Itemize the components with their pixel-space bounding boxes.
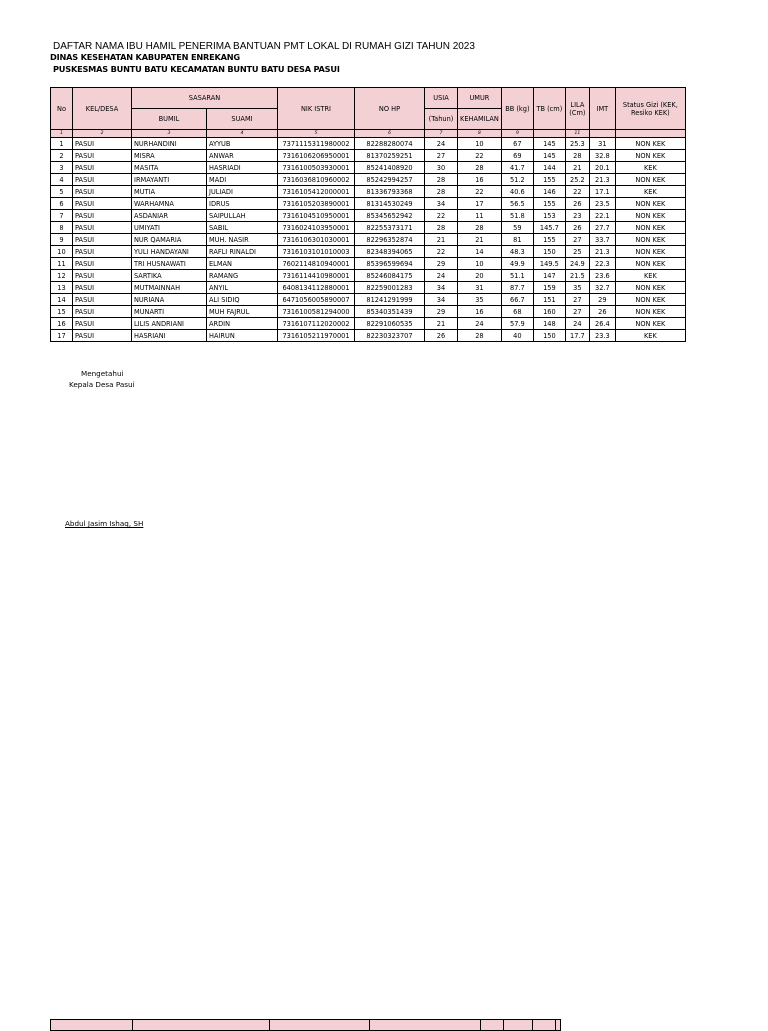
cell-status: KEK bbox=[615, 270, 685, 282]
cell-suami: ANWAR bbox=[207, 150, 278, 162]
cell-tb: 148 bbox=[533, 318, 565, 330]
column-index-cell: 5 bbox=[278, 130, 355, 138]
cell-no: 8 bbox=[51, 222, 73, 234]
signature-role: Kepala Desa Pasui bbox=[69, 380, 135, 389]
col-umur: UMUR bbox=[458, 88, 502, 109]
table-row bbox=[51, 162, 686, 174]
cell-no: 10 bbox=[51, 246, 73, 258]
cell-bb: 68 bbox=[501, 306, 533, 318]
cell-umur: 10 bbox=[458, 258, 502, 270]
cell-usia: 28 bbox=[425, 174, 458, 186]
cell-nik: 7371115311980002 bbox=[278, 138, 355, 150]
cell-no: 11 bbox=[51, 258, 73, 270]
cell-no: 2 bbox=[51, 150, 73, 162]
column-index-cell: 7 bbox=[425, 130, 458, 138]
column-index-cell: 1 bbox=[51, 130, 73, 138]
cell-status: NON KEK bbox=[615, 306, 685, 318]
cell-bumil: IRMAYANTI bbox=[132, 174, 207, 186]
cell-hp: 82288280074 bbox=[355, 138, 425, 150]
cell-imt: 17.1 bbox=[589, 186, 615, 198]
table-row bbox=[51, 198, 686, 210]
cell-bumil: HASRIANI bbox=[132, 330, 207, 342]
cell-lila: 17.7 bbox=[565, 330, 589, 342]
table-row bbox=[51, 234, 686, 246]
cell-umur: 11 bbox=[458, 210, 502, 222]
cell-desa: PASUI bbox=[73, 282, 132, 294]
cell-suami: JULIADI bbox=[207, 186, 278, 198]
cell-status: NON KEK bbox=[615, 246, 685, 258]
cell-hp: 85345652942 bbox=[355, 210, 425, 222]
cell-nik: 6471056005890007 bbox=[278, 294, 355, 306]
cell-bumil: MUTIA bbox=[132, 186, 207, 198]
cell-desa: PASUI bbox=[73, 294, 132, 306]
cell-bb: 56.5 bbox=[501, 198, 533, 210]
table-row bbox=[51, 150, 686, 162]
cell-umur: 21 bbox=[458, 234, 502, 246]
cell-suami: ALI SIDIQ bbox=[207, 294, 278, 306]
cell-imt: 23.6 bbox=[589, 270, 615, 282]
cell-umur: 16 bbox=[458, 306, 502, 318]
table-row bbox=[51, 210, 686, 222]
cell-umur: 22 bbox=[458, 150, 502, 162]
cell-bb: 69 bbox=[501, 150, 533, 162]
col-umur-sub: KEHAMILAN bbox=[458, 109, 502, 130]
col-bb: BB (kg) bbox=[501, 88, 533, 130]
table-row bbox=[51, 306, 686, 318]
cell-bumil: UMIYATI bbox=[132, 222, 207, 234]
cell-tb: 159 bbox=[533, 282, 565, 294]
cell-tb: 155 bbox=[533, 198, 565, 210]
cell-desa: PASUI bbox=[73, 318, 132, 330]
cell-bb: 40.6 bbox=[501, 186, 533, 198]
cell-bb: 40 bbox=[501, 330, 533, 342]
cell-suami: MUH. NASIR bbox=[207, 234, 278, 246]
cell-usia: 27 bbox=[425, 150, 458, 162]
cell-lila: 26 bbox=[565, 222, 589, 234]
cell-bumil: NUR QAMARIA bbox=[132, 234, 207, 246]
cell-desa: PASUI bbox=[73, 174, 132, 186]
cell-usia: 24 bbox=[425, 138, 458, 150]
cell-nik: 7602114810940001 bbox=[278, 258, 355, 270]
cell-imt: 33.7 bbox=[589, 234, 615, 246]
cell-suami: RAMANG bbox=[207, 270, 278, 282]
cell-suami: MUH FAJRUL bbox=[207, 306, 278, 318]
column-index-cell: 8 bbox=[458, 130, 502, 138]
cell-suami: SAIPULLAH bbox=[207, 210, 278, 222]
cell-imt: 26.4 bbox=[589, 318, 615, 330]
cell-bb: 66.7 bbox=[501, 294, 533, 306]
cell-suami: SABIL bbox=[207, 222, 278, 234]
cell-imt: 26 bbox=[589, 306, 615, 318]
cell-tb: 155 bbox=[533, 174, 565, 186]
cell-usia: 21 bbox=[425, 318, 458, 330]
cell-lila: 28 bbox=[565, 150, 589, 162]
cell-hp: 82230323707 bbox=[355, 330, 425, 342]
cell-hp: 81370259251 bbox=[355, 150, 425, 162]
cell-usia: 34 bbox=[425, 282, 458, 294]
cell-tb: 145.7 bbox=[533, 222, 565, 234]
column-index-cell: 11 bbox=[565, 130, 589, 138]
cell-tb: 150 bbox=[533, 330, 565, 342]
cell-lila: 24.9 bbox=[565, 258, 589, 270]
cell-no: 16 bbox=[51, 318, 73, 330]
cell-status: NON KEK bbox=[615, 318, 685, 330]
cell-bb: 59 bbox=[501, 222, 533, 234]
cell-suami: IDRUS bbox=[207, 198, 278, 210]
column-index-row bbox=[51, 130, 686, 138]
cell-umur: 35 bbox=[458, 294, 502, 306]
cell-bumil: MUNARTI bbox=[132, 306, 207, 318]
col-usia-unit: (Tahun) bbox=[425, 109, 458, 130]
cell-lila: 35 bbox=[565, 282, 589, 294]
cell-suami: ELMAN bbox=[207, 258, 278, 270]
cell-no: 1 bbox=[51, 138, 73, 150]
cell-imt: 23.3 bbox=[589, 330, 615, 342]
table-row bbox=[51, 330, 686, 342]
agency-line: DINAS KESEHATAN KABUPATEN ENREKANG bbox=[50, 52, 240, 62]
cell-suami: AYYUB bbox=[207, 138, 278, 150]
column-index-cell: 9 bbox=[501, 130, 533, 138]
cell-status: NON KEK bbox=[615, 258, 685, 270]
cell-lila: 21 bbox=[565, 162, 589, 174]
cell-bumil: WARHAMNA bbox=[132, 198, 207, 210]
cell-nik: 7316104510950001 bbox=[278, 210, 355, 222]
cell-hp: 85241408920 bbox=[355, 162, 425, 174]
cell-bb: 67 bbox=[501, 138, 533, 150]
cell-hp: 82291060535 bbox=[355, 318, 425, 330]
cell-hp: 85242994257 bbox=[355, 174, 425, 186]
cell-suami: HASRIADI bbox=[207, 162, 278, 174]
col-status: Status Gizi (KEK, Resiko KEK) bbox=[615, 88, 685, 130]
cell-umur: 14 bbox=[458, 246, 502, 258]
cell-nik: 7316105211970001 bbox=[278, 330, 355, 342]
signature-name: Abdul Jasim Ishaq, SH bbox=[65, 519, 144, 528]
cell-desa: PASUI bbox=[73, 222, 132, 234]
cell-suami: MADI bbox=[207, 174, 278, 186]
cell-hp: 85246084175 bbox=[355, 270, 425, 282]
cell-usia: 24 bbox=[425, 270, 458, 282]
cell-bb: 51.1 bbox=[501, 270, 533, 282]
cell-usia: 22 bbox=[425, 210, 458, 222]
cell-umur: 17 bbox=[458, 198, 502, 210]
cell-desa: PASUI bbox=[73, 198, 132, 210]
cell-umur: 28 bbox=[458, 222, 502, 234]
cell-desa: PASUI bbox=[73, 246, 132, 258]
cell-nik: 7316114410980001 bbox=[278, 270, 355, 282]
cell-imt: 29 bbox=[589, 294, 615, 306]
cell-imt: 27.7 bbox=[589, 222, 615, 234]
cell-imt: 21.3 bbox=[589, 246, 615, 258]
cell-status: NON KEK bbox=[615, 174, 685, 186]
cell-desa: PASUI bbox=[73, 150, 132, 162]
cell-nik: 7316103101010003 bbox=[278, 246, 355, 258]
cell-bb: 48.3 bbox=[501, 246, 533, 258]
col-lila: LILA (Cm) bbox=[565, 88, 589, 130]
cell-lila: 22 bbox=[565, 186, 589, 198]
cell-nik: 7316024103950001 bbox=[278, 222, 355, 234]
cell-tb: 155 bbox=[533, 234, 565, 246]
table-row bbox=[51, 222, 686, 234]
cell-hp: 82348394065 bbox=[355, 246, 425, 258]
cell-no: 7 bbox=[51, 210, 73, 222]
cell-nik: 7316036810960002 bbox=[278, 174, 355, 186]
cell-desa: PASUI bbox=[73, 138, 132, 150]
cell-imt: 20.1 bbox=[589, 162, 615, 174]
cell-tb: 145 bbox=[533, 138, 565, 150]
cell-usia: 28 bbox=[425, 222, 458, 234]
cell-hp: 82259001283 bbox=[355, 282, 425, 294]
cell-umur: 31 bbox=[458, 282, 502, 294]
cell-hp: 81241291999 bbox=[355, 294, 425, 306]
cell-no: 6 bbox=[51, 198, 73, 210]
cell-nik: 7316100503930001 bbox=[278, 162, 355, 174]
cell-desa: PASUI bbox=[73, 258, 132, 270]
cell-no: 3 bbox=[51, 162, 73, 174]
table-row bbox=[51, 258, 686, 270]
col-nik: NIK ISTRI bbox=[278, 88, 355, 130]
table-row bbox=[51, 138, 686, 150]
cell-umur: 20 bbox=[458, 270, 502, 282]
cell-lila: 25 bbox=[565, 246, 589, 258]
column-index-cell: 3 bbox=[132, 130, 207, 138]
cell-imt: 22.3 bbox=[589, 258, 615, 270]
column-index-cell: 4 bbox=[207, 130, 278, 138]
cell-usia: 30 bbox=[425, 162, 458, 174]
signature-acknowledged: Mengetahui bbox=[81, 369, 124, 378]
cell-imt: 31 bbox=[589, 138, 615, 150]
table-row bbox=[51, 186, 686, 198]
col-imt: IMT bbox=[589, 88, 615, 130]
cell-lila: 27 bbox=[565, 234, 589, 246]
cell-umur: 22 bbox=[458, 186, 502, 198]
cell-usia: 26 bbox=[425, 330, 458, 342]
puskesmas-line: PUSKESMAS BUNTU BATU KECAMATAN BUNTU BATU DESA PASUI bbox=[53, 64, 340, 74]
cell-suami: ANYIL bbox=[207, 282, 278, 294]
col-usia: USIA bbox=[425, 88, 458, 109]
cell-hp: 85340351439 bbox=[355, 306, 425, 318]
cell-desa: PASUI bbox=[73, 270, 132, 282]
cell-suami: ARDIN bbox=[207, 318, 278, 330]
cell-lila: 25.3 bbox=[565, 138, 589, 150]
cell-desa: PASUI bbox=[73, 234, 132, 246]
col-bumil: BUMIL bbox=[132, 109, 207, 130]
cell-status: NON KEK bbox=[615, 234, 685, 246]
cell-desa: PASUI bbox=[73, 306, 132, 318]
cell-imt: 32.8 bbox=[589, 150, 615, 162]
recipient-table bbox=[50, 87, 686, 342]
cell-no: 13 bbox=[51, 282, 73, 294]
cell-imt: 21.3 bbox=[589, 174, 615, 186]
cell-bumil: MUTMAINNAH bbox=[132, 282, 207, 294]
cell-status: KEK bbox=[615, 330, 685, 342]
cell-lila: 27 bbox=[565, 294, 589, 306]
cell-umur: 28 bbox=[458, 162, 502, 174]
cell-status: NON KEK bbox=[615, 282, 685, 294]
cell-hp: 81336793368 bbox=[355, 186, 425, 198]
cell-bumil: MISRA bbox=[132, 150, 207, 162]
cell-tb: 150 bbox=[533, 246, 565, 258]
col-kel-desa: KEL/DESA bbox=[73, 88, 132, 130]
cell-usia: 22 bbox=[425, 246, 458, 258]
column-index-cell bbox=[615, 130, 685, 138]
cell-lila: 23 bbox=[565, 210, 589, 222]
cell-bb: 51.2 bbox=[501, 174, 533, 186]
cell-no: 15 bbox=[51, 306, 73, 318]
table-row bbox=[51, 282, 686, 294]
column-index-cell: 6 bbox=[355, 130, 425, 138]
column-index-cell bbox=[533, 130, 565, 138]
cell-hp: 85396599694 bbox=[355, 258, 425, 270]
cell-bumil: LILIS ANDRIANI bbox=[132, 318, 207, 330]
cell-tb: 160 bbox=[533, 306, 565, 318]
cell-desa: PASUI bbox=[73, 186, 132, 198]
cell-lila: 26 bbox=[565, 198, 589, 210]
table-row bbox=[51, 246, 686, 258]
table-row bbox=[51, 174, 686, 186]
cell-status: KEK bbox=[615, 162, 685, 174]
cell-bb: 49.9 bbox=[501, 258, 533, 270]
cell-nik: 6408134112880001 bbox=[278, 282, 355, 294]
cell-bumil: ASDANIAR bbox=[132, 210, 207, 222]
cell-bb: 87.7 bbox=[501, 282, 533, 294]
cell-status: NON KEK bbox=[615, 222, 685, 234]
cell-desa: PASUI bbox=[73, 162, 132, 174]
cell-usia: 29 bbox=[425, 306, 458, 318]
column-index-cell: 2 bbox=[73, 130, 132, 138]
cell-no: 14 bbox=[51, 294, 73, 306]
cell-bumil: NURHANDINI bbox=[132, 138, 207, 150]
cell-imt: 23.5 bbox=[589, 198, 615, 210]
cell-status: KEK bbox=[615, 186, 685, 198]
cell-bumil: YULI HANDAYANI bbox=[132, 246, 207, 258]
cell-bb: 41.7 bbox=[501, 162, 533, 174]
cell-tb: 149.5 bbox=[533, 258, 565, 270]
cell-bumil: MASITA bbox=[132, 162, 207, 174]
col-suami: SUAMI bbox=[207, 109, 278, 130]
col-no: No bbox=[51, 88, 73, 130]
cell-no: 9 bbox=[51, 234, 73, 246]
cell-status: NON KEK bbox=[615, 198, 685, 210]
document-title: DAFTAR NAMA IBU HAMIL PENERIMA BANTUAN PMT LOKAL DI RUMAH GIZI TAHUN 2023 bbox=[53, 41, 475, 52]
cell-imt: 22.1 bbox=[589, 210, 615, 222]
cell-imt: 32.7 bbox=[589, 282, 615, 294]
cell-lila: 27 bbox=[565, 306, 589, 318]
cell-status: NON KEK bbox=[615, 150, 685, 162]
cell-no: 17 bbox=[51, 330, 73, 342]
cell-hp: 82296352874 bbox=[355, 234, 425, 246]
cell-nik: 7316106301030001 bbox=[278, 234, 355, 246]
cell-umur: 24 bbox=[458, 318, 502, 330]
cell-bumil: TRI HUSNAWATI bbox=[132, 258, 207, 270]
col-sasaran: SASARAN bbox=[132, 88, 278, 109]
cell-bb: 81 bbox=[501, 234, 533, 246]
cell-umur: 16 bbox=[458, 174, 502, 186]
cell-desa: PASUI bbox=[73, 330, 132, 342]
cell-tb: 147 bbox=[533, 270, 565, 282]
cell-bumil: SARTIKA bbox=[132, 270, 207, 282]
column-index-cell bbox=[589, 130, 615, 138]
cell-tb: 144 bbox=[533, 162, 565, 174]
col-tb: TB (cm) bbox=[533, 88, 565, 130]
col-nohp: NO HP bbox=[355, 88, 425, 130]
cell-tb: 146 bbox=[533, 186, 565, 198]
cell-status: NON KEK bbox=[615, 294, 685, 306]
table-row bbox=[51, 318, 686, 330]
table-row bbox=[51, 294, 686, 306]
cell-usia: 21 bbox=[425, 234, 458, 246]
cell-no: 5 bbox=[51, 186, 73, 198]
cell-bb: 51.8 bbox=[501, 210, 533, 222]
cell-lila: 25.2 bbox=[565, 174, 589, 186]
cell-desa: PASUI bbox=[73, 210, 132, 222]
cell-usia: 29 bbox=[425, 258, 458, 270]
table-row bbox=[51, 270, 686, 282]
cell-hp: 82255373171 bbox=[355, 222, 425, 234]
cell-hp: 81314530249 bbox=[355, 198, 425, 210]
cell-no: 4 bbox=[51, 174, 73, 186]
cell-nik: 7316100581294000 bbox=[278, 306, 355, 318]
cell-lila: 21.5 bbox=[565, 270, 589, 282]
cell-status: NON KEK bbox=[615, 138, 685, 150]
cell-status: NON KEK bbox=[615, 210, 685, 222]
cell-nik: 7316105412000001 bbox=[278, 186, 355, 198]
cell-usia: 34 bbox=[425, 294, 458, 306]
cell-lila: 24 bbox=[565, 318, 589, 330]
cell-tb: 145 bbox=[533, 150, 565, 162]
cell-nik: 7316105203890001 bbox=[278, 198, 355, 210]
cell-bumil: NURIANA bbox=[132, 294, 207, 306]
cell-no: 12 bbox=[51, 270, 73, 282]
cell-suami: RAFLI RINALDI bbox=[207, 246, 278, 258]
cell-bb: 57.9 bbox=[501, 318, 533, 330]
cell-nik: 7316107112020002 bbox=[278, 318, 355, 330]
cell-usia: 34 bbox=[425, 198, 458, 210]
cell-suami: HAIRUN bbox=[207, 330, 278, 342]
next-page-table-top bbox=[50, 1019, 561, 1031]
cell-tb: 151 bbox=[533, 294, 565, 306]
cell-usia: 28 bbox=[425, 186, 458, 198]
cell-nik: 7316106206950001 bbox=[278, 150, 355, 162]
cell-umur: 10 bbox=[458, 138, 502, 150]
cell-umur: 28 bbox=[458, 330, 502, 342]
cell-tb: 153 bbox=[533, 210, 565, 222]
